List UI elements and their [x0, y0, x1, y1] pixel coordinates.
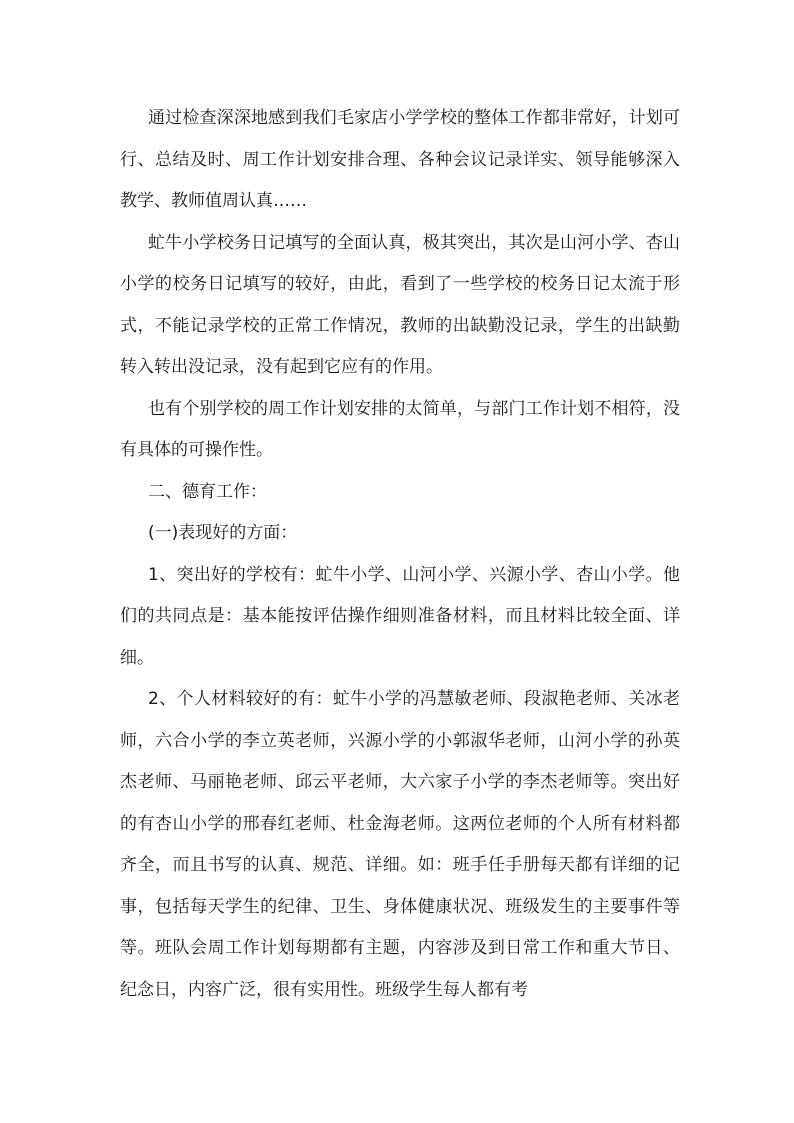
paragraph-2: 虻牛小学校务日记填写的全面认真，极其突出，其次是山河小学、杏山小学的校务日记填写的较好，由此，看到了一些学校的校务日记太流于形式，不能记录学校的正常工作情况，教师的出缺勤没记录，学生的出缺勤转入转出没记录，没有起到它应有的作用。 — [120, 232, 680, 377]
paragraph-1: 通过检查深深地感到我们毛家店小学学校的整体工作都非常好，计划可行、总结及时、周工作计划安排合理、各种会议记录详实、领导能够深入教学、教师值周认真…… — [120, 108, 680, 211]
document-page — [120, 98, 680, 1011]
subsection-heading-good-aspects: (一)表现好的方面： — [148, 523, 298, 543]
section-heading-moral-education: 二、德育工作： — [148, 481, 267, 502]
paragraph-individual-materials: 2、个人材料较好的有：虻牛小学的冯慧敏老师、段淑艳老师、关冰老师，六合小学的李立英老师，兴源小学的小郭淑华老师，山河小学的孙英杰老师、马丽艳老师、邱云平老师，大六家子小学的李杰老师等。突出好的有杏山小学的邢春红老师、杜金海老师。这两位老师的个人所有材料都齐全，而且书写的认真、规范、详细。如：班手任手册每天都有详细的记事，包括每天学生的纪律、卫生、身体健康状况、班级发生的主要事件等等。班队会周工作计划每期都有主题，内容涉及到日常工作和重大节日、纪念日，内容广泛，很有实用性。班级学生每人都有考 — [120, 689, 680, 1000]
paragraph-outstanding-schools: 1、突出好的学校有：虻牛小学、山河小学、兴源小学、杏山小学。他们的共同点是：基本能按评估操作细则准备材料，而且材料比较全面、详细。 — [120, 564, 680, 668]
paragraph-3: 也有个别学校的周工作计划安排的太简单，与部门工作计划不相符，没有具体的可操作性。 — [120, 398, 680, 460]
